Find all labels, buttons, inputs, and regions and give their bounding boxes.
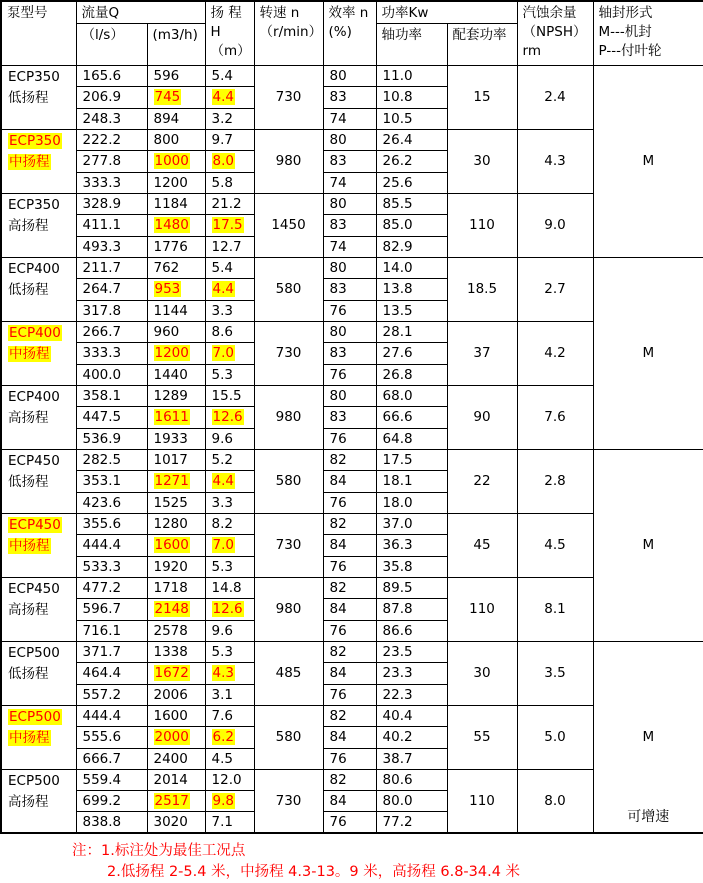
shaft-power-cell: 26.8 [376, 364, 447, 385]
shaft-power-cell: 86.6 [376, 620, 447, 641]
header-seal-line: P---付叶轮 [598, 43, 662, 59]
flow-m3h-cell: 1280 [147, 513, 205, 534]
speed-cell: 980 [254, 385, 323, 449]
efficiency-cell: 82 [323, 513, 376, 534]
flow-m3h-cell: 1271 [147, 471, 205, 492]
header-efficiency-line: 效率 n [328, 5, 369, 21]
head-cell: 8.6 [205, 321, 254, 342]
head-cell: 9.8 [205, 791, 254, 812]
seal-type-value: M [642, 345, 655, 362]
flow-m3h-cell: 1611 [147, 407, 205, 428]
flow-ls-cell: 266.7 [76, 321, 147, 342]
shaft-power-cell: 87.8 [376, 599, 447, 620]
efficiency-cell: 76 [323, 492, 376, 513]
efficiency-cell: 74 [323, 108, 376, 129]
head-cell: 5.4 [205, 257, 254, 278]
pump-model-cell: ECP400 高扬程 [1, 385, 76, 449]
matched-power-cell: 110 [447, 193, 517, 257]
flow-m3h-cell: 1289 [147, 385, 205, 406]
header-speed-line: 转速 n [259, 5, 300, 21]
efficiency-cell: 80 [323, 129, 376, 150]
table-header [1, 1, 703, 66]
efficiency-cell: 76 [323, 364, 376, 385]
flow-ls-cell: 699.2 [76, 791, 147, 812]
head-cell: 5.8 [205, 172, 254, 193]
npsh-cell: 7.6 [517, 385, 593, 449]
speed-cell: 730 [254, 66, 323, 130]
table-row [1, 641, 703, 662]
pump-model-cell: ECP500 中扬程 [1, 705, 76, 769]
speed-cell: 730 [254, 321, 323, 385]
flow-m3h-cell: 1338 [147, 641, 205, 662]
speed-cell: 730 [254, 513, 323, 577]
head-cell: 4.4 [205, 279, 254, 300]
header-efficiency [323, 1, 376, 66]
seal-type-value: M [642, 153, 655, 170]
head-cell: 21.2 [205, 193, 254, 214]
header-shaft-power: 轴功率 [376, 24, 447, 66]
shaft-power-cell: 66.6 [376, 407, 447, 428]
shaft-power-cell: 36.3 [376, 535, 447, 556]
flow-ls-cell: 557.2 [76, 684, 147, 705]
flow-ls-cell: 493.3 [76, 236, 147, 257]
seal-type-cell [593, 449, 703, 641]
note-line-2: 2.低扬程 2-5.4 米，中扬程 4.3-13。9 米，高扬程 6.8-34.4 米 [107, 864, 521, 881]
efficiency-cell: 82 [323, 577, 376, 598]
efficiency-cell: 84 [323, 791, 376, 812]
flow-ls-cell: 559.4 [76, 769, 147, 790]
pump-model-cell: ECP400 中扬程 [1, 321, 76, 385]
flow-m3h-cell: 1718 [147, 577, 205, 598]
npsh-cell: 4.5 [517, 513, 593, 577]
flow-m3h-cell: 2006 [147, 684, 205, 705]
shaft-power-cell: 13.5 [376, 300, 447, 321]
flow-ls-cell: 536.9 [76, 428, 147, 449]
head-cell: 15.5 [205, 385, 254, 406]
shaft-power-cell: 22.3 [376, 684, 447, 705]
flow-m3h-cell: 894 [147, 108, 205, 129]
efficiency-cell: 74 [323, 236, 376, 257]
pump-model-cell: ECP450 高扬程 [1, 577, 76, 641]
matched-power-cell: 110 [447, 769, 517, 833]
matched-power-cell: 110 [447, 577, 517, 641]
head-cell: 4.3 [205, 663, 254, 684]
flow-m3h-cell: 2000 [147, 727, 205, 748]
shaft-power-cell: 10.5 [376, 108, 447, 129]
flow-m3h-cell: 800 [147, 129, 205, 150]
header-flow-ls: （l/s） [76, 24, 147, 66]
flow-m3h-cell: 1144 [147, 300, 205, 321]
npsh-cell: 9.0 [517, 193, 593, 257]
npsh-cell: 2.4 [517, 66, 593, 130]
flow-m3h-cell: 1184 [147, 193, 205, 214]
flow-ls-cell: 353.1 [76, 471, 147, 492]
speed-cell: 485 [254, 641, 323, 705]
flow-ls-cell: 371.7 [76, 641, 147, 662]
shaft-power-cell: 40.2 [376, 727, 447, 748]
efficiency-cell: 80 [323, 66, 376, 87]
flow-m3h-cell: 1600 [147, 535, 205, 556]
flow-ls-cell: 444.4 [76, 535, 147, 556]
pump-model-cell: ECP350 高扬程 [1, 193, 76, 257]
matched-power-cell: 15 [447, 66, 517, 130]
flow-m3h-cell: 2148 [147, 599, 205, 620]
seal-type-cell [593, 641, 703, 833]
header-head-line: 扬 程 [210, 5, 242, 21]
flow-m3h-cell: 1480 [147, 215, 205, 236]
flow-m3h-cell: 1017 [147, 449, 205, 470]
header-head-line: H [210, 24, 221, 40]
shaft-power-cell: 82.9 [376, 236, 447, 257]
table-notes [0, 841, 703, 883]
shaft-power-cell: 28.1 [376, 321, 447, 342]
head-cell: 3.1 [205, 684, 254, 705]
efficiency-cell: 83 [323, 87, 376, 108]
flow-m3h-cell: 762 [147, 257, 205, 278]
seal-type-cell [593, 66, 703, 258]
efficiency-cell: 76 [323, 428, 376, 449]
pump-model-cell: ECP400 低扬程 [1, 257, 76, 321]
header-flow: 流量Q [76, 1, 205, 24]
shaft-power-cell: 80.0 [376, 791, 447, 812]
header-head [205, 1, 254, 66]
flow-ls-cell: 328.9 [76, 193, 147, 214]
shaft-power-cell: 18.0 [376, 492, 447, 513]
pump-model-cell: ECP350 中扬程 [1, 129, 76, 193]
head-cell: 9.6 [205, 620, 254, 641]
header-flow-m3h: (m3/h) [147, 24, 205, 66]
header-pump-model: 泵型号 [1, 1, 76, 66]
head-cell: 7.6 [205, 705, 254, 726]
shaft-power-cell: 23.3 [376, 663, 447, 684]
flow-ls-cell: 666.7 [76, 748, 147, 769]
npsh-cell: 8.1 [517, 577, 593, 641]
matched-power-cell: 90 [447, 385, 517, 449]
flow-m3h-cell: 1933 [147, 428, 205, 449]
shaft-power-cell: 37.0 [376, 513, 447, 534]
efficiency-cell: 76 [323, 812, 376, 834]
npsh-cell: 5.0 [517, 705, 593, 769]
efficiency-cell: 74 [323, 172, 376, 193]
efficiency-cell: 76 [323, 748, 376, 769]
flow-ls-cell: 596.7 [76, 599, 147, 620]
flow-ls-cell: 533.3 [76, 556, 147, 577]
header-npsh [517, 1, 593, 66]
shaft-power-cell: 64.8 [376, 428, 447, 449]
head-cell: 4.4 [205, 471, 254, 492]
speed-cell: 980 [254, 129, 323, 193]
speed-cell: 1450 [254, 193, 323, 257]
shaft-power-cell: 68.0 [376, 385, 447, 406]
matched-power-cell: 30 [447, 129, 517, 193]
efficiency-cell: 83 [323, 151, 376, 172]
pump-model-cell: ECP350 低扬程 [1, 66, 76, 130]
head-cell: 3.3 [205, 492, 254, 513]
efficiency-cell: 82 [323, 449, 376, 470]
head-cell: 8.2 [205, 513, 254, 534]
pump-model-cell: ECP450 低扬程 [1, 449, 76, 513]
npsh-cell: 3.5 [517, 641, 593, 705]
shaft-power-cell: 10.8 [376, 87, 447, 108]
efficiency-cell: 83 [323, 279, 376, 300]
flow-m3h-cell: 2578 [147, 620, 205, 641]
matched-power-cell: 30 [447, 641, 517, 705]
head-cell: 6.2 [205, 727, 254, 748]
matched-power-cell: 18.5 [447, 257, 517, 321]
efficiency-cell: 83 [323, 215, 376, 236]
flow-m3h-cell: 1600 [147, 705, 205, 726]
flow-m3h-cell: 1525 [147, 492, 205, 513]
head-cell: 5.2 [205, 449, 254, 470]
flow-ls-cell: 716.1 [76, 620, 147, 641]
npsh-cell: 4.2 [517, 321, 593, 385]
note-line-1: 注：1.标注处为最佳工况点 [72, 843, 246, 860]
flow-m3h-cell: 596 [147, 66, 205, 87]
seal-type-value: M [642, 729, 655, 746]
head-cell: 5.4 [205, 66, 254, 87]
shaft-power-cell: 11.0 [376, 66, 447, 87]
matched-power-cell: 45 [447, 513, 517, 577]
efficiency-cell: 80 [323, 193, 376, 214]
flow-m3h-cell: 1440 [147, 364, 205, 385]
header-seal-line: 轴封形式 [598, 5, 653, 21]
flow-m3h-cell: 1672 [147, 663, 205, 684]
head-cell: 4.5 [205, 748, 254, 769]
efficiency-cell: 76 [323, 300, 376, 321]
flow-ls-cell: 447.5 [76, 407, 147, 428]
flow-m3h-cell: 2400 [147, 748, 205, 769]
head-cell: 3.2 [205, 108, 254, 129]
shaft-power-cell: 80.6 [376, 769, 447, 790]
head-cell: 12.7 [205, 236, 254, 257]
shaft-power-cell: 77.2 [376, 812, 447, 834]
head-cell: 12.0 [205, 769, 254, 790]
flow-ls-cell: 333.3 [76, 172, 147, 193]
flow-m3h-cell: 2517 [147, 791, 205, 812]
matched-power-cell: 22 [447, 449, 517, 513]
npsh-cell: 4.3 [517, 129, 593, 193]
flow-ls-cell: 355.6 [76, 513, 147, 534]
efficiency-cell: 76 [323, 556, 376, 577]
flow-m3h-cell: 1200 [147, 172, 205, 193]
flow-ls-cell: 477.2 [76, 577, 147, 598]
shaft-power-cell: 14.0 [376, 257, 447, 278]
flow-m3h-cell: 1776 [147, 236, 205, 257]
head-cell: 5.3 [205, 364, 254, 385]
head-cell: 7.0 [205, 535, 254, 556]
flow-ls-cell: 248.3 [76, 108, 147, 129]
efficiency-cell: 83 [323, 407, 376, 428]
npsh-cell: 2.7 [517, 257, 593, 321]
shaft-power-cell: 18.1 [376, 471, 447, 492]
table-row [1, 449, 703, 470]
efficiency-cell: 80 [323, 257, 376, 278]
efficiency-cell: 84 [323, 727, 376, 748]
shaft-power-cell: 13.8 [376, 279, 447, 300]
head-cell: 7.1 [205, 812, 254, 834]
flow-ls-cell: 211.7 [76, 257, 147, 278]
flow-ls-cell: 333.3 [76, 343, 147, 364]
flow-ls-cell: 358.1 [76, 385, 147, 406]
efficiency-cell: 82 [323, 705, 376, 726]
shaft-power-cell: 85.0 [376, 215, 447, 236]
header-npsh-line: 汽蚀余量 [522, 5, 577, 21]
header-efficiency-line: (%) [328, 24, 352, 40]
flow-ls-cell: 444.4 [76, 705, 147, 726]
head-cell: 3.3 [205, 300, 254, 321]
efficiency-cell: 84 [323, 663, 376, 684]
seal-type-value: M [642, 537, 655, 554]
efficiency-cell: 76 [323, 620, 376, 641]
flow-ls-cell: 282.5 [76, 449, 147, 470]
head-cell: 5.3 [205, 556, 254, 577]
flow-ls-cell: 555.6 [76, 727, 147, 748]
flow-m3h-cell: 2014 [147, 769, 205, 790]
flow-m3h-cell: 960 [147, 321, 205, 342]
flow-m3h-cell: 745 [147, 87, 205, 108]
shaft-power-cell: 26.2 [376, 151, 447, 172]
shaft-power-cell: 23.5 [376, 641, 447, 662]
table-body [1, 66, 703, 834]
matched-power-cell: 37 [447, 321, 517, 385]
shaft-power-cell: 17.5 [376, 449, 447, 470]
speed-cell: 580 [254, 257, 323, 321]
flow-ls-cell: 838.8 [76, 812, 147, 834]
head-cell: 8.0 [205, 151, 254, 172]
efficiency-cell: 84 [323, 471, 376, 492]
shaft-power-cell: 40.4 [376, 705, 447, 726]
flow-ls-cell: 222.2 [76, 129, 147, 150]
flow-ls-cell: 165.6 [76, 66, 147, 87]
header-speed [254, 1, 323, 66]
efficiency-cell: 84 [323, 535, 376, 556]
header-power: 功率Kw [376, 1, 517, 24]
flow-ls-cell: 277.8 [76, 151, 147, 172]
header-matched-power: 配套功率 [447, 24, 517, 66]
shaft-power-cell: 35.8 [376, 556, 447, 577]
speed-cell: 580 [254, 705, 323, 769]
flow-ls-cell: 464.4 [76, 663, 147, 684]
header-seal-type [593, 1, 703, 66]
flow-ls-cell: 206.9 [76, 87, 147, 108]
head-cell: 9.7 [205, 129, 254, 150]
flow-m3h-cell: 3020 [147, 812, 205, 834]
efficiency-cell: 83 [323, 343, 376, 364]
flow-m3h-cell: 1000 [147, 151, 205, 172]
header-npsh-line: rm [522, 43, 541, 59]
head-cell: 12.6 [205, 599, 254, 620]
efficiency-cell: 82 [323, 641, 376, 662]
efficiency-cell: 80 [323, 321, 376, 342]
efficiency-cell: 82 [323, 769, 376, 790]
shaft-power-cell: 38.7 [376, 748, 447, 769]
shaft-power-cell: 25.6 [376, 172, 447, 193]
speed-cell: 580 [254, 449, 323, 513]
efficiency-cell: 76 [323, 684, 376, 705]
shaft-power-cell: 85.5 [376, 193, 447, 214]
head-cell: 4.4 [205, 87, 254, 108]
table-row [1, 66, 703, 87]
header-npsh-line: （NPSH） [522, 24, 587, 40]
flow-ls-cell: 423.6 [76, 492, 147, 513]
matched-power-cell: 55 [447, 705, 517, 769]
efficiency-cell: 84 [323, 599, 376, 620]
flow-m3h-cell: 1920 [147, 556, 205, 577]
header-head-line: （m） [210, 43, 251, 59]
flow-ls-cell: 411.1 [76, 215, 147, 236]
head-cell: 7.0 [205, 343, 254, 364]
head-cell: 17.5 [205, 215, 254, 236]
head-cell: 12.6 [205, 407, 254, 428]
flow-ls-cell: 317.8 [76, 300, 147, 321]
head-cell: 9.6 [205, 428, 254, 449]
seal-extra-note: 可增速 [627, 809, 670, 826]
pump-model-cell: ECP500 低扬程 [1, 641, 76, 705]
efficiency-cell: 80 [323, 385, 376, 406]
header-speed-line: （r/min） [259, 24, 323, 40]
speed-cell: 730 [254, 769, 323, 833]
npsh-cell: 2.8 [517, 449, 593, 513]
table-row [1, 257, 703, 278]
head-cell: 14.8 [205, 577, 254, 598]
header-seal-line: M---机封 [598, 24, 652, 40]
speed-cell: 980 [254, 577, 323, 641]
head-cell: 5.3 [205, 641, 254, 662]
flow-m3h-cell: 953 [147, 279, 205, 300]
flow-ls-cell: 400.0 [76, 364, 147, 385]
npsh-cell: 8.0 [517, 769, 593, 833]
seal-type-cell [593, 257, 703, 449]
shaft-power-cell: 26.4 [376, 129, 447, 150]
pump-model-cell: ECP500 高扬程 [1, 769, 76, 833]
flow-ls-cell: 264.7 [76, 279, 147, 300]
flow-m3h-cell: 1200 [147, 343, 205, 364]
pump-model-cell: ECP450 中扬程 [1, 513, 76, 577]
shaft-power-cell: 89.5 [376, 577, 447, 598]
shaft-power-cell: 27.6 [376, 343, 447, 364]
